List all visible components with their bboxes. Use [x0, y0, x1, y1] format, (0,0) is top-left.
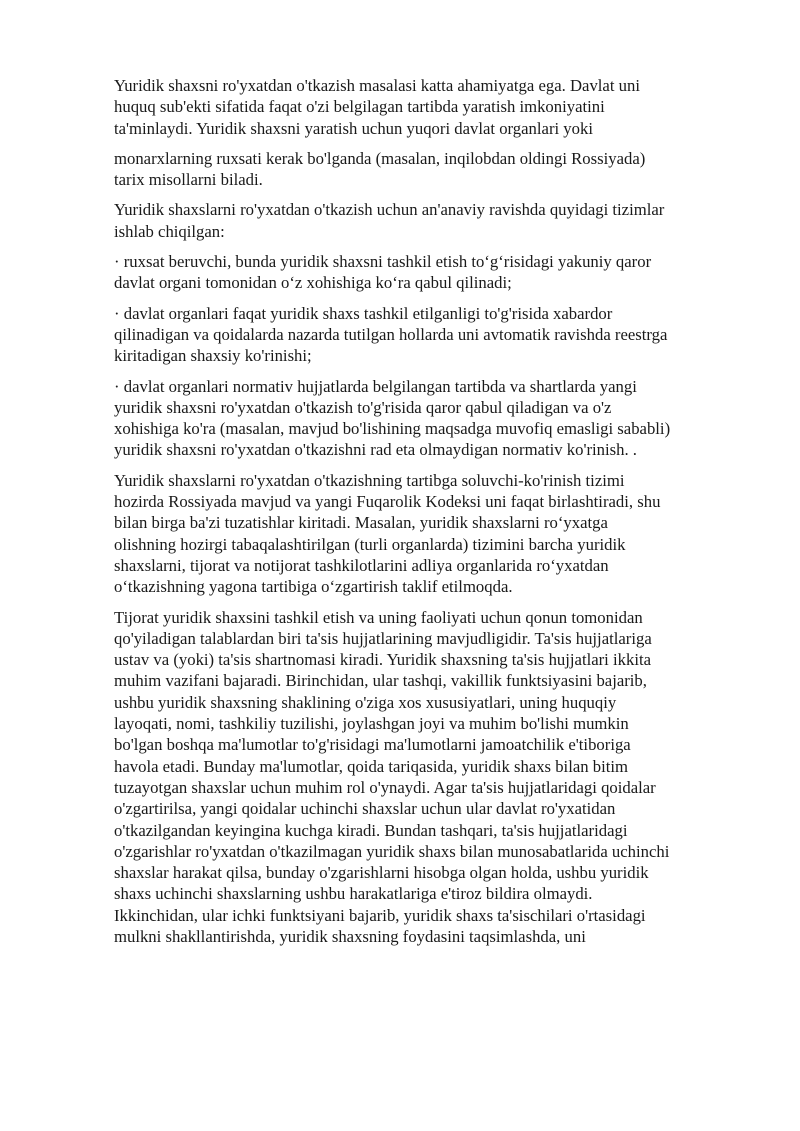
text-line: Ikkinchidan, ular ichki funktsiyani bajarib, yuridik shaxs ta'sischilari o'rtasidagi	[114, 905, 646, 925]
list-item	[114, 376, 744, 461]
text-line: o‘tkazishning yagona tartibiga o‘zgartirish taklif etilmoqda.	[114, 577, 513, 597]
text-line: yuridik shaxsni ro'yxatdan o'tkazishni rad eta olmaydigan normativ ko'rinish. .	[114, 440, 637, 460]
text-line: Yuridik shaxsni ro'yxatdan o'tkazish masalasi katta ahamiyatga ega. Davlat uni	[114, 76, 640, 95]
text-line: olishning hozirgi tabaqalashtirilgan (turli organlarda) tizimini barcha yuridik	[114, 534, 626, 554]
text-line: hozirda Rossiyada mavjud va yangi Fuqarolik Kodeksi uni faqat birlashtiradi, shu	[114, 492, 661, 512]
text-line: shaxslarni, tijorat va notijorat tashkilotlarini adliya organlarida ro‘yxatdan	[114, 555, 609, 575]
text-line: Yuridik shaxslarni ro'yxatdan o'tkazishning tartibga soluvchi-ko'rinish tizimi	[114, 470, 625, 490]
list-item	[114, 251, 744, 294]
text-line: layoqati, nomi, tashkiliy tuzilishi, joylashgan joyi va muhim bo'lishi mumkin	[114, 714, 629, 734]
text-line: muhim vazifani bajaradi. Birinchidan, ular tashqi, vakillik funktsiyasini bajarib,	[114, 671, 647, 691]
paragraph	[114, 199, 744, 242]
text-line: bo'lgan boshqa ma'lumotlar to'g'risidagi ma'lumotlarni jamoatchilik e'tiboriga	[114, 735, 631, 755]
text-line: xohishiga ko'ra (masalan, mavjud bo'lishining maqsadga muvofiq emasligi sababli)	[114, 419, 671, 439]
text-line: davlat organi tomonidan o‘z xohishiga ko‘ra qabul qilinadi;	[114, 273, 512, 293]
text-line: o'zgarishlar ro'yxatdan o'tkazilmagan yuridik shaxs bilan munosabatlarida uchinchi	[114, 841, 670, 861]
text-line: tarix misollarni biladi.	[114, 170, 263, 190]
text-line: ushbu yuridik shaxsning shaklining o'ziga xos xususiyatlari, uning huquqiy	[114, 692, 617, 712]
text-line: ustav va (yoki) ta'sis shartnomasi kiradi. Yuridik shaxsning ta'sis hujjatlari ikkita	[114, 650, 651, 670]
paragraph	[114, 607, 744, 948]
text-line: ishlab chiqilgan:	[114, 221, 225, 241]
text-line: tuzayotgan shaxslar uchun muhim rol o'ynaydi. Agar ta'sis hujjatlaridagi qoidalar	[114, 777, 656, 797]
text-line: huquq sub'ekti sifatida faqat o'zi belgilagan tartibda yaratish imkoniyatini	[114, 97, 605, 117]
text-line: shaxs uchinchi shaxslarning ushbu harakatlariga e'tiroz bildira olmaydi.	[114, 884, 593, 904]
text-line: · ruxsat beruvchi, bunda yuridik shaxsni tashkil etish to‘g‘risidagi yakuniy qaror	[114, 252, 652, 272]
text-line: Yuridik shaxslarni ro'yxatdan o'tkazish uchun an'anaviy ravishda quyidagi tizimlar	[114, 200, 665, 220]
text-line: kiritadigan shaxsiy ko'rinishi;	[114, 346, 312, 366]
text-line: ta'minlaydi. Yuridik shaxsni yaratish uchun yuqori davlat organlari yoki	[114, 118, 593, 138]
document-body	[114, 75, 744, 956]
text-line: monarxlarning ruxsati kerak bo'lganda (masalan, inqilobdan oldingi Rossiyada)	[114, 148, 646, 168]
text-line: mulkni shakllantirishda, yuridik shaxsning foydasini taqsimlashda, uni	[114, 926, 586, 946]
text-line: shaxslar harakat qilsa, bunday o'zgarishlarni hisobga olgan holda, ushbu yuridik	[114, 863, 649, 883]
text-line: qo'yiladigan talablardan biri ta'sis hujjatlarining mavjudligidir. Ta'sis hujjatlariga	[114, 628, 652, 648]
paragraph	[114, 75, 744, 139]
list-item	[114, 303, 744, 367]
text-line: yuridik shaxsni ro'yxatdan o'tkazish to'g'risida qaror qabul qiladigan va o'z	[114, 397, 612, 417]
paragraph	[114, 470, 744, 598]
text-line: o'zgartirilsa, yangi qoidalar uchinchi shaxslar uchun ular davlat ro'yxatidan	[114, 799, 616, 819]
text-line: qilinadigan va qoidalarda nazarda tutilgan hollarda uni avtomatik ravishda reestrga	[114, 324, 668, 344]
text-line: bilan birga ba'zi tuzatishlar kiritadi. Masalan, yuridik shaxslarni ro‘yxatga	[114, 513, 608, 533]
text-line: Tijorat yuridik shaxsini tashkil etish va uning faoliyati uchun qonun tomonidan	[114, 607, 643, 627]
text-line: · davlat organlari normativ hujjatlarda belgilangan tartibda va shartlarda yangi	[114, 376, 637, 396]
text-line: o'tkazilgandan keyingina kuchga kiradi. Bundan tashqari, ta'sis hujjatlaridagi	[114, 820, 628, 840]
paragraph	[114, 148, 744, 191]
text-line: · davlat organlari faqat yuridik shaxs tashkil etilganligi to'g'risida xabardor	[114, 303, 613, 323]
text-line: havola etadi. Bunday ma'lumotlar, qoida tariqasida, yuridik shaxs bilan bitim	[114, 756, 628, 776]
